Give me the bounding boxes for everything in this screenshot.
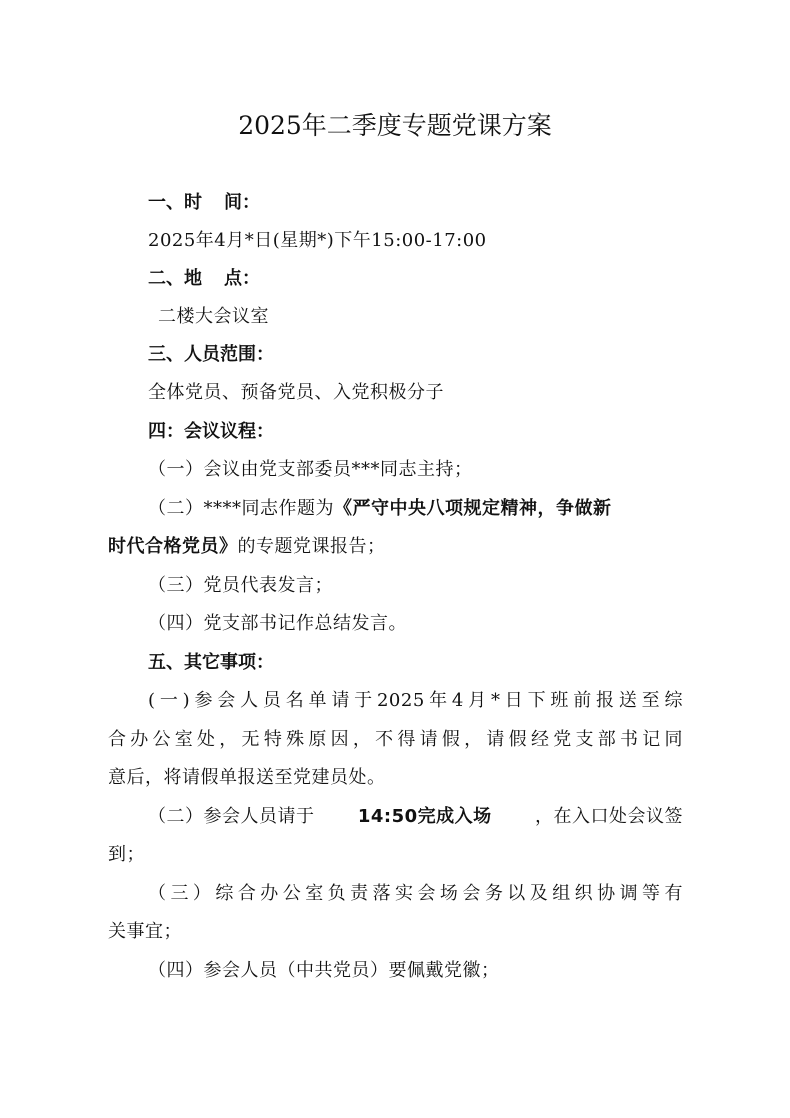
agenda-item-3: （三）党员代表发言；: [148, 575, 333, 596]
other-item-2-line1: [148, 805, 683, 829]
section-agenda-heading: 四：会议议程：: [148, 421, 274, 442]
agenda-item-4: （四）党支部书记作总结发言。: [148, 613, 407, 634]
section-place-heading-part1: 二、地: [148, 268, 202, 289]
other-item-3-line1: （三）综合办公室负责落实会场会务以及组织协调等有: [148, 883, 683, 904]
section-place-content: 二楼大会议室: [158, 306, 269, 327]
section-place-heading: [148, 267, 260, 291]
other-item-2-line2: 到；: [108, 844, 145, 865]
agenda-item-2-suffix: 的专题党课报告；: [237, 536, 386, 557]
agenda-item-2-line2: [108, 535, 386, 559]
section-time-content: 2025年4月*日(星期*)下午15:00-17:00: [148, 230, 487, 251]
section-time-heading: [148, 191, 260, 215]
other-item-2-time: 14:50完成入场: [357, 806, 492, 827]
agenda-item-2-prefix: （二）****同志作题为: [148, 498, 334, 519]
other-item-3-line2: 关事宜；: [108, 921, 182, 942]
agenda-item-2-topic-part2: 时代合格党员》: [108, 536, 238, 557]
agenda-item-2-line1: [148, 497, 683, 521]
other-item-2-suffix: ，在入口处会议签: [534, 806, 683, 827]
section-time-heading-part1: 一、时: [148, 192, 202, 213]
section-participants-content: 全体党员、预备党员、入党积极分子: [148, 382, 444, 403]
section-participants-heading: 三、人员范围：: [148, 344, 274, 365]
other-item-4: （四）参会人员（中共党员）要佩戴党徽；: [148, 960, 500, 981]
document-title: 2025年二季度专题党课方案: [238, 111, 552, 140]
other-item-1-line3: 意后，将请假单报送至党建员处。: [108, 767, 386, 788]
agenda-item-2-topic-part1: 《严守中央八项规定精神，争做新: [334, 498, 612, 519]
other-item-1-line2: 合办公室处，无特殊原因，不得请假，请假经党支部书记同: [108, 729, 683, 750]
agenda-item-1: （一）会议由党支部委员***同志主持；: [148, 459, 473, 480]
section-place-heading-part2: 点：: [224, 268, 260, 289]
section-other-heading: 五、其它事项：: [148, 652, 274, 673]
section-time-heading-part2: 间：: [224, 192, 260, 213]
other-item-1-line1: (一)参会人员名单请于2025年4月*日下班前报送至综: [148, 690, 683, 711]
other-item-2-prefix: （二）参会人员请于: [148, 806, 315, 827]
